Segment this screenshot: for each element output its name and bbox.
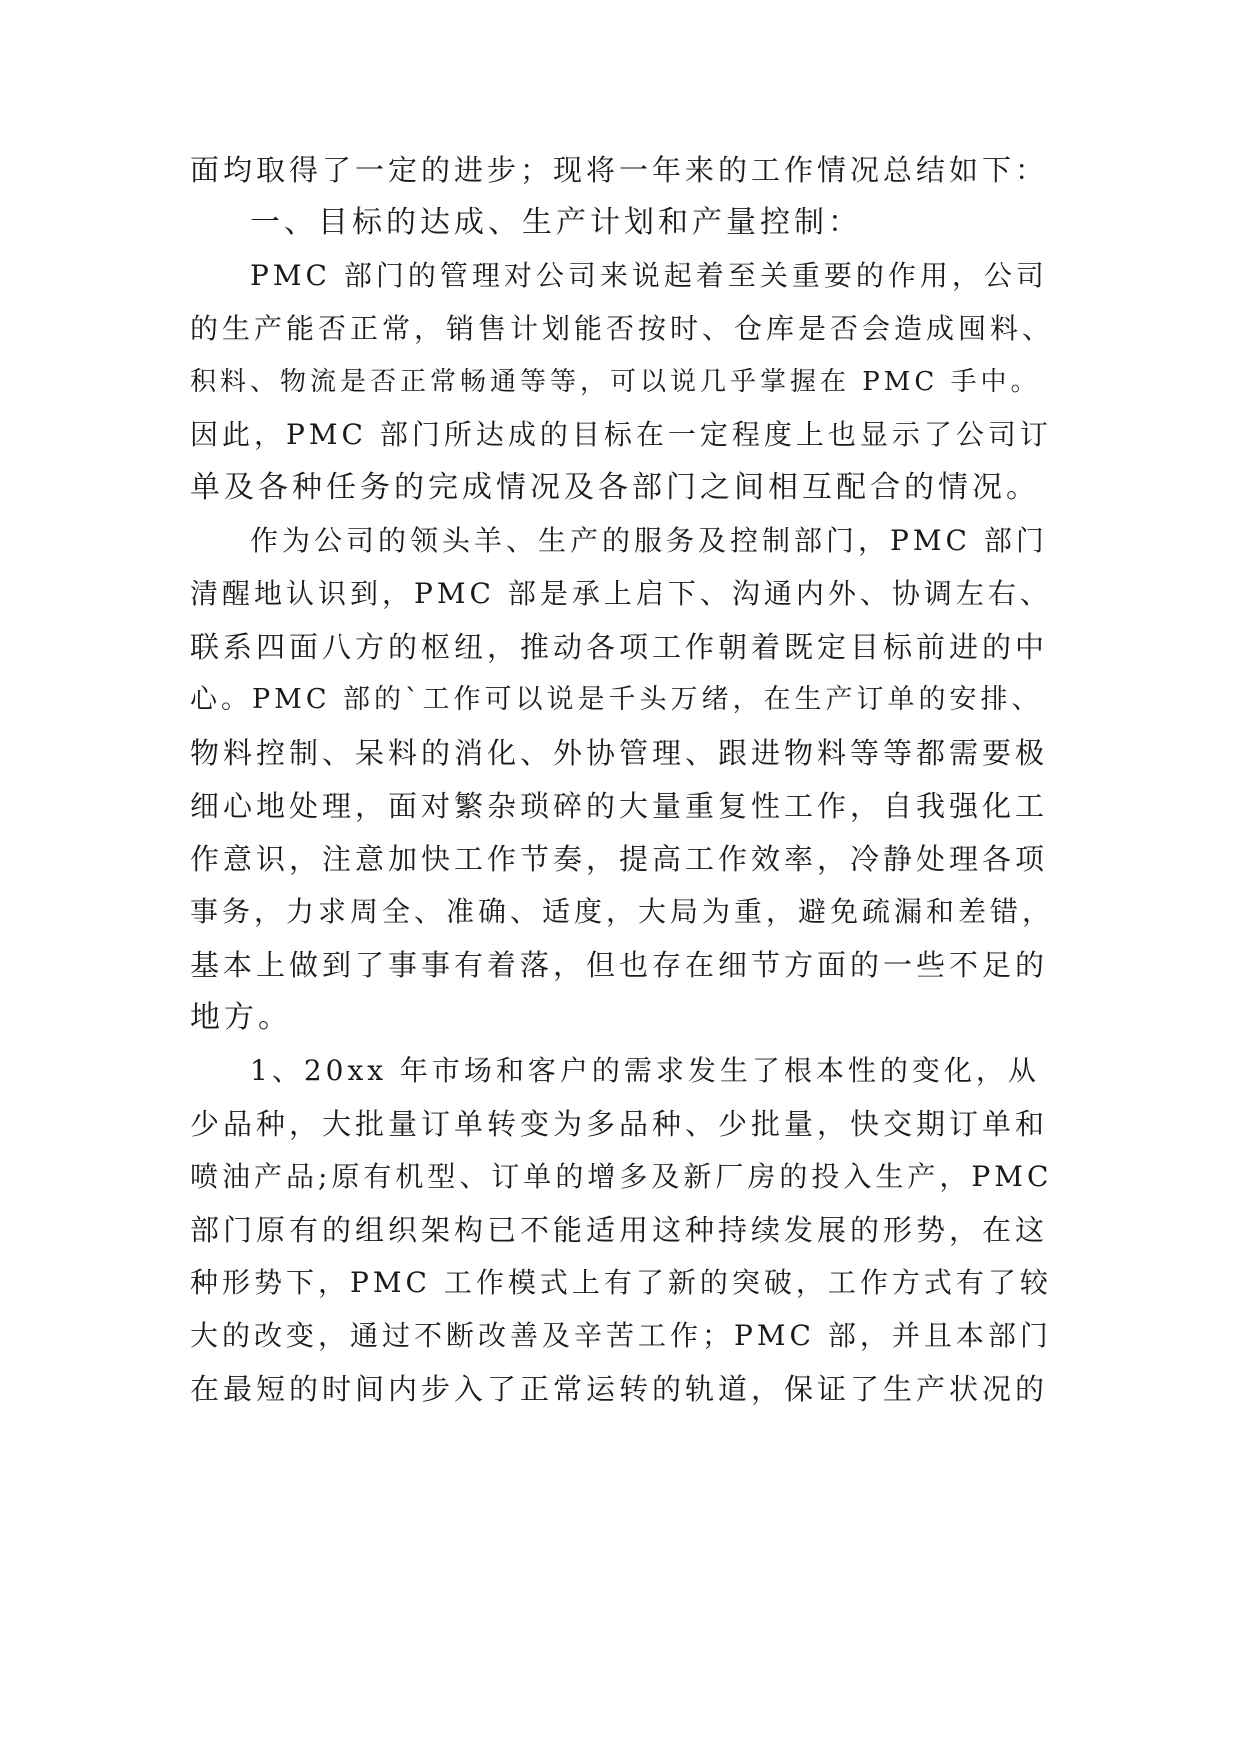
text-line: 的生产能否正常，销售计划能否按时、仓库是否会造成囤料、 bbox=[190, 312, 1055, 345]
text-line: 少品种，大批量订单转变为多品种、少批量，快交期订单和 bbox=[190, 1107, 1049, 1141]
text-line: 联系四面八方的枢纽，推动各项工作朝着既定目标前进的中 bbox=[190, 630, 1049, 664]
text-line: 作意识，注意加快工作节奏，提高工作效率，冷静处理各项 bbox=[190, 842, 1049, 876]
section-heading: 一、目标的达成、生产计划和产量控制： bbox=[250, 205, 862, 240]
text-line: 在最短的时间内步入了正常运转的轨道，保证了生产状况的 bbox=[190, 1372, 1049, 1406]
text-line: 喷油产品;原有机型、订单的增多及新厂房的投入生产，PMC bbox=[190, 1160, 1053, 1193]
text-line: 种形势下，PMC 工作模式上有了新的突破，工作方式有了较 bbox=[190, 1266, 1052, 1299]
text-line: 部门原有的组织架构已不能适用这种持续发展的形势，在这 bbox=[190, 1213, 1049, 1247]
text-line: 地方。 bbox=[190, 1000, 292, 1035]
text-line: 心。PMC 部的`工作可以说是千头万绪，在生产订单的安排、 bbox=[190, 684, 1043, 715]
text-line: 细心地处理，面对繁杂琐碎的大量重复性工作，自我强化工 bbox=[190, 789, 1049, 823]
text-line: 面均取得了一定的进步；现将一年来的工作情况总结如下： bbox=[190, 153, 1049, 187]
text-line: 单及各种任务的完成情况及各部门之间相互配合的情况。 bbox=[190, 470, 1040, 505]
text-line: 物料控制、呆料的消化、外协管理、跟进物料等等都需要极 bbox=[190, 736, 1049, 770]
text-line: 清醒地认识到，PMC 部是承上启下、沟通内外、协调左右、 bbox=[190, 577, 1052, 610]
text-line: 基本上做到了事事有着落，但也存在细节方面的一些不足的 bbox=[190, 948, 1049, 982]
text-line: 事务，力求周全、准确、适度，大局为重，避免疏漏和差错， bbox=[190, 895, 1055, 928]
text-line: 作为公司的领头羊、生产的服务及控制部门，PMC 部门 bbox=[250, 524, 1048, 557]
text-line: 大的改变，通过不断改善及辛苦工作；PMC 部，并且本部门 bbox=[190, 1319, 1052, 1352]
text-line: 积料、物流是否正常畅通等等，可以说几乎掌握在 PMC 手中。 bbox=[190, 367, 1041, 397]
text-line: 1、20xx 年市场和客户的需求发生了根本性的变化，从 bbox=[250, 1054, 1040, 1087]
text-line: PMC 部门的管理对公司来说起着至关重要的作用，公司 bbox=[250, 259, 1048, 292]
text-line: 因此，PMC 部门所达成的目标在一定程度上也显示了公司订 bbox=[190, 418, 1052, 451]
